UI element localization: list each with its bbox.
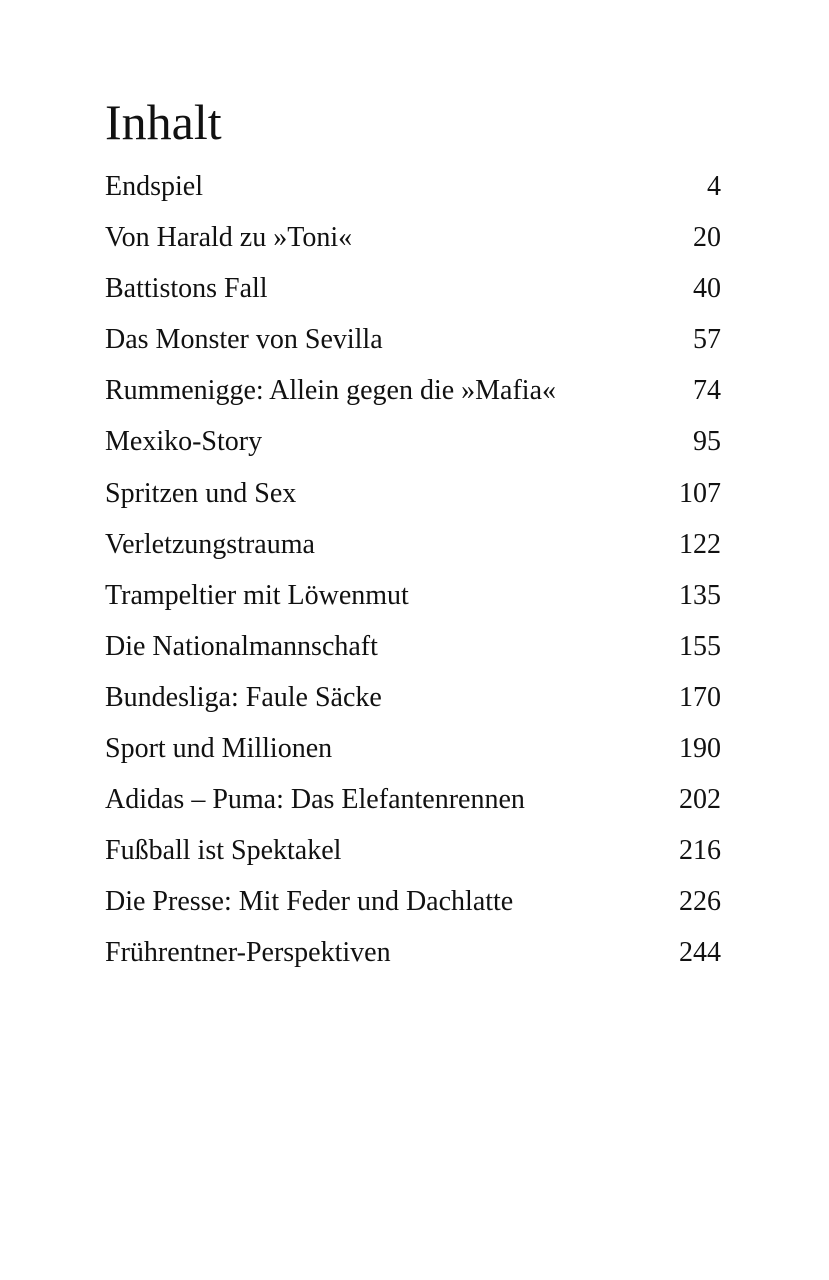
page-number: 190: [679, 733, 721, 765]
toc-entry: [105, 161, 721, 212]
toc-entry: [105, 672, 721, 723]
chapter-title: Frührentner-Perspektiven: [105, 937, 391, 969]
page-number: 122: [679, 528, 721, 560]
chapter-title: Bundesliga: Faule Säcke: [105, 681, 382, 713]
page-number: 135: [679, 579, 721, 611]
chapter-title: Die Nationalmannschaft: [105, 630, 378, 662]
chapter-title: Spritzen und Sex: [105, 477, 297, 509]
toc-entry: [105, 570, 721, 621]
page-number: 216: [679, 835, 721, 867]
page-number: 95: [693, 426, 721, 458]
chapter-title: Battistons Fall: [105, 273, 268, 305]
toc-entry: [105, 927, 721, 978]
chapter-title: Rummenigge: Allein gegen die »Mafia«: [105, 375, 557, 407]
page-number: 244: [679, 937, 721, 969]
page-title: Inhalt: [105, 94, 222, 150]
page-number: 40: [693, 273, 721, 305]
chapter-title: Mexiko-Story: [105, 426, 263, 458]
page-number: 20: [693, 222, 721, 254]
chapter-title: Sport und Millionen: [105, 733, 333, 765]
page-number: 155: [679, 630, 721, 662]
toc-entry: [105, 468, 721, 519]
chapter-title: Verletzungstrauma: [105, 528, 315, 560]
chapter-title: Das Monster von Sevilla: [105, 324, 383, 356]
page-number: 4: [707, 171, 721, 202]
toc-entry: [105, 416, 721, 467]
chapter-title: Von Harald zu »Toni«: [105, 222, 353, 254]
page-number: 226: [679, 886, 721, 918]
toc-entry: [105, 314, 721, 365]
toc-entry: [105, 263, 721, 314]
chapter-title: Fußball ist Spektakel: [105, 835, 342, 867]
chapter-title: Adidas – Puma: Das Elefantenrennen: [105, 784, 525, 816]
toc-entry: [105, 519, 721, 570]
table-of-contents: [105, 161, 721, 979]
page-number: 74: [693, 375, 721, 407]
chapter-title: Trampeltier mit Löwenmut: [105, 579, 409, 611]
toc-entry: [105, 825, 721, 876]
toc-entry: [105, 723, 721, 774]
page-number: 202: [679, 784, 721, 816]
toc-entry: [105, 876, 721, 927]
page-number: 57: [693, 324, 721, 356]
chapter-title: Die Presse: Mit Feder und Dachlatte: [105, 886, 514, 918]
page-number: 107: [679, 477, 721, 509]
toc-entry: [105, 621, 721, 672]
toc-entry: [105, 212, 721, 263]
chapter-title: Endspiel: [105, 171, 203, 202]
toc-entry: [105, 774, 721, 825]
page-number: 170: [679, 681, 721, 713]
toc-entry: [105, 365, 721, 416]
